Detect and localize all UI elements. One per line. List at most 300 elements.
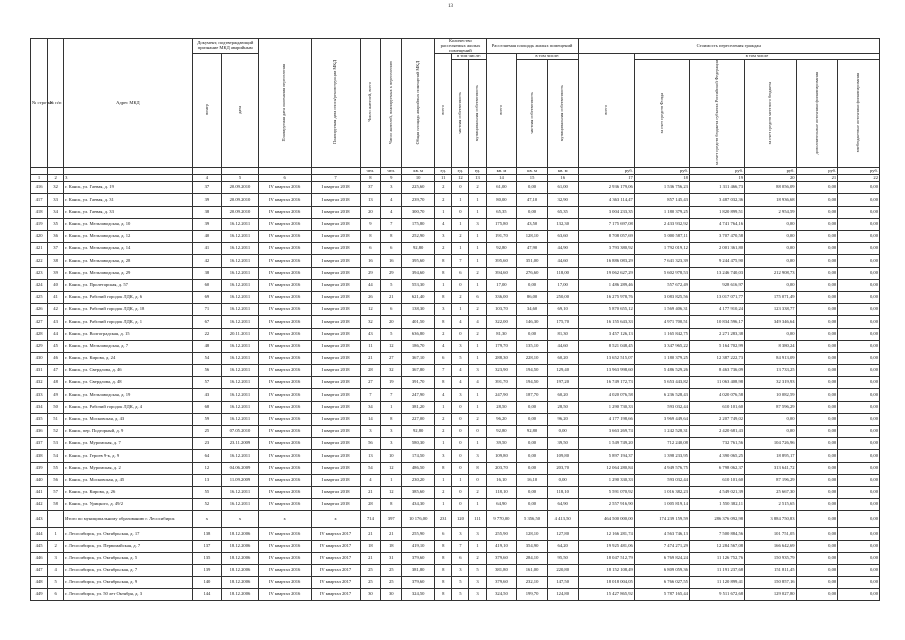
cell: 0,00: [745, 426, 796, 438]
cell: 1: [469, 438, 486, 450]
cell: IV квартал 2017: [311, 528, 360, 540]
cell: 138: [192, 528, 221, 540]
subtotal-row: [31, 511, 880, 528]
cell: 103,70: [486, 304, 517, 316]
cell: 0,00: [796, 340, 838, 352]
cell: 12 387 222,73: [689, 352, 744, 364]
cell: 46: [48, 352, 64, 364]
cell: 60,20: [547, 352, 578, 364]
cell: 16.12.2011: [222, 365, 259, 377]
cell: 39: [192, 194, 221, 206]
cell: 445: [31, 540, 48, 552]
cell: 0,00: [796, 426, 838, 438]
cell: 1 016 382,23: [634, 486, 689, 498]
cell: 43,50: [517, 218, 548, 230]
cell: 16.12.2011: [222, 255, 259, 267]
cell: 175,70: [547, 316, 578, 328]
cell: [192, 168, 221, 175]
cell: 1 290 730,33: [578, 401, 634, 413]
cell: 4: [435, 389, 452, 401]
cell: 18.12.2006: [222, 589, 259, 601]
cell: 4 971 700,51: [634, 316, 689, 328]
table-row: [31, 413, 880, 425]
cell: 8: [435, 462, 452, 474]
cell: IV квартал 2016: [258, 528, 311, 540]
cell: 8: [381, 499, 402, 511]
cell: 194,50: [517, 365, 548, 377]
cell: 12 284 567,08: [689, 540, 744, 552]
cell: 17: [578, 175, 634, 182]
cell: 323,90: [486, 365, 517, 377]
cell: 42: [192, 255, 221, 267]
table-row: [31, 589, 880, 601]
cell: 0,00: [796, 182, 838, 194]
table-row: [31, 564, 880, 576]
cell: г. Лесосибирск, ул. Октябрьская, д. 17: [64, 528, 193, 540]
cell: 30: [381, 589, 402, 601]
cell: г. Канск, ул. Гаевая, д. 33: [64, 206, 193, 218]
cell: г. Канск, ул. Гаевая, д. 19: [64, 182, 193, 194]
cell: 18 152 108,49: [578, 564, 634, 576]
cell: 3: [469, 589, 486, 601]
table-row: [31, 316, 880, 328]
cell: 17,00: [547, 279, 578, 291]
cell: 92,80: [402, 243, 435, 255]
cell: 0,00: [517, 486, 548, 498]
cell: [64, 168, 193, 175]
cell: 228,10: [517, 352, 548, 364]
cell: IV квартал 2016: [258, 291, 311, 303]
cell: I квартал 2018: [311, 499, 360, 511]
cell: 124,80: [547, 589, 578, 601]
cell: 3: [469, 528, 486, 540]
cell: 0,00: [796, 528, 838, 540]
cell: 118,10: [486, 486, 517, 498]
cell: 18: [360, 540, 381, 552]
cell: 0: [452, 182, 469, 194]
cell: 636,80: [402, 328, 435, 340]
cell: IV квартал 2016: [258, 218, 311, 230]
cell: 32: [360, 316, 381, 328]
cell: 21: [381, 528, 402, 540]
cell: ед.: [435, 168, 452, 175]
cell: 22: [192, 328, 221, 340]
cell: 0,00: [838, 389, 880, 401]
cell: 2: [469, 267, 486, 279]
cell: 5: [452, 589, 469, 601]
cell: 5: [222, 175, 259, 182]
cell: 230,20: [402, 474, 435, 486]
cell: 175,80: [486, 218, 517, 230]
cell: руб.: [689, 168, 744, 175]
cell: 367,80: [402, 365, 435, 377]
cell: 464 500 000,00: [578, 511, 634, 528]
cell: 8 380,24: [745, 340, 796, 352]
cell: г. Канск, ул. Московская, д. 43: [64, 413, 193, 425]
hdr-cost-local: за счет средств местного бюджета: [745, 60, 796, 168]
cell: 140: [192, 577, 221, 589]
cell: г. Лесосибирск, ул. Октябрьская, д. 7: [64, 564, 193, 576]
cell: 448: [31, 577, 48, 589]
cell: 379,60: [402, 552, 435, 564]
cell: 232,10: [517, 577, 548, 589]
cell: руб.: [745, 168, 796, 175]
cell: 2 557 916,90: [578, 499, 634, 511]
cell: 129,40: [547, 365, 578, 377]
cell: 41: [48, 291, 64, 303]
cell: 0,00: [517, 499, 548, 511]
cell: 191,70: [486, 231, 517, 243]
cell: 19: [689, 175, 744, 182]
cell: г. Канск, ул. Мельзаводская, д. 10: [64, 218, 193, 230]
cell: 6 236 528,43: [634, 389, 689, 401]
cell: 1: [435, 401, 452, 413]
cell: 0,00: [838, 499, 880, 511]
cell: 203,70: [486, 462, 517, 474]
cell: 16.12.2011: [222, 279, 259, 291]
cell: 4: [435, 340, 452, 352]
cell: 5 591 070,92: [578, 486, 634, 498]
cell: 394,60: [402, 267, 435, 279]
cell: 7: [311, 175, 360, 182]
cell: 7 500 884,56: [689, 528, 744, 540]
cell: 0: [469, 426, 486, 438]
cell: 20.09.2010: [222, 206, 259, 218]
cell: I квартал 2018: [311, 182, 360, 194]
cell: I квартал 2018: [311, 328, 360, 340]
cell: 04.06.2009: [222, 462, 259, 474]
cell: 3: [64, 175, 193, 182]
cell: IV квартал 2016: [258, 206, 311, 218]
cell: 0,00: [838, 528, 880, 540]
cell: 8: [435, 377, 452, 389]
cell: 32 319,93: [745, 377, 796, 389]
cell: 1: [469, 206, 486, 218]
cell: 1 180 379,25: [634, 352, 689, 364]
cell: 2 936 179,06: [578, 182, 634, 194]
cell: 397: [381, 511, 402, 528]
cell: 4 949 576,75: [634, 462, 689, 474]
cell: 11.09.2009: [222, 474, 259, 486]
cell: 247,90: [402, 389, 435, 401]
table-row: [31, 255, 880, 267]
cell: 0,00: [838, 340, 880, 352]
cell: 29: [360, 267, 381, 279]
cell: 0,00: [796, 365, 838, 377]
hdr-area-all: всего: [486, 54, 517, 168]
cell: 418: [31, 206, 48, 218]
cell: 212 908,73: [745, 267, 796, 279]
cell: 1: [435, 474, 452, 486]
cell: 55: [192, 486, 221, 498]
cell: 0,00: [838, 365, 880, 377]
cell: 56: [360, 438, 381, 450]
cell: 714: [360, 511, 381, 528]
table-row: [31, 499, 880, 511]
cell: 37: [48, 243, 64, 255]
cell: 0,00: [796, 377, 838, 389]
cell: I квартал 2018: [311, 267, 360, 279]
cell: г. Канск, ул. Московская, д. 45: [64, 474, 193, 486]
cell: 428: [31, 328, 48, 340]
cell: 12: [381, 462, 402, 474]
cell: 2: [435, 182, 452, 194]
cell: 21: [381, 291, 402, 303]
cell: 21: [360, 486, 381, 498]
cell: 8: [435, 255, 452, 267]
cell: 0,00: [745, 218, 796, 230]
cell: 7: [452, 540, 469, 552]
cell: 394,60: [486, 267, 517, 279]
cell: 20.11.2011: [222, 328, 259, 340]
cell: 0,00: [838, 231, 880, 243]
cell: 123 338,77: [745, 304, 796, 316]
cell: 419,10: [486, 540, 517, 552]
cell: 43: [48, 316, 64, 328]
cell: 2 001 361,80: [689, 243, 744, 255]
cell: 8: [435, 577, 452, 589]
table-row: [31, 552, 880, 564]
cell: 118,00: [547, 267, 578, 279]
cell: 3 884 750,83: [745, 511, 796, 528]
cell: 15: [517, 175, 548, 182]
cell: 0,00: [796, 206, 838, 218]
cell: 427: [31, 316, 48, 328]
cell: 0,00: [796, 450, 838, 462]
cell: 239,70: [402, 194, 435, 206]
cell: 64: [192, 450, 221, 462]
cell: 151 811,45: [745, 564, 796, 576]
cell: 0: [452, 486, 469, 498]
cell: 19 925 481,06: [578, 540, 634, 552]
cell: 18.12.2006: [222, 528, 259, 540]
cell: 379,60: [486, 552, 517, 564]
cell: 10: [381, 450, 402, 462]
cell: 447: [31, 564, 48, 576]
cell: 0,00: [838, 316, 880, 328]
cell: IV квартал 2016: [258, 589, 311, 601]
cell: 40: [192, 231, 221, 243]
table-row: [31, 291, 880, 303]
cell: [31, 168, 48, 175]
cell: 111: [469, 511, 486, 528]
cell: 0: [469, 474, 486, 486]
cell: 26: [360, 291, 381, 303]
cell: 1: [381, 401, 402, 413]
cell: 13 733,25: [745, 365, 796, 377]
cell: 4: [452, 377, 469, 389]
cell: IV квартал 2016: [258, 377, 311, 389]
cell: I квартал 2018: [311, 377, 360, 389]
cell: 252,90: [402, 231, 435, 243]
cell: 0: [452, 279, 469, 291]
cell: 11: [435, 175, 452, 182]
table-row: [31, 279, 880, 291]
cell: 385,60: [402, 486, 435, 498]
cell: 87 596,29: [745, 401, 796, 413]
cell: 0,00: [796, 352, 838, 364]
cell: 1 398 233,95: [634, 450, 689, 462]
cell: 16.12.2011: [222, 231, 259, 243]
cell: I квартал 2018: [311, 401, 360, 413]
cell: 5 897 194,37: [578, 450, 634, 462]
cell: 8: [469, 462, 486, 474]
cell: 0,00: [745, 279, 796, 291]
cell: 4 020 076,58: [578, 389, 634, 401]
hdr-cost-additional: дополнительные источники финансирования: [796, 60, 838, 168]
cell: 438: [31, 450, 48, 462]
cell: 3: [469, 577, 486, 589]
cell: 25: [360, 564, 381, 576]
cell: 137: [192, 540, 221, 552]
cell: IV квартал 2016: [258, 365, 311, 377]
cell: 441: [31, 486, 48, 498]
cell: 0,00: [745, 413, 796, 425]
cell: 12: [192, 462, 221, 474]
cell: I квартал 2018: [311, 426, 360, 438]
cell: 395,60: [486, 255, 517, 267]
cell: 5 870 655,12: [578, 304, 634, 316]
cell: 69: [192, 291, 221, 303]
cell: 3: [452, 528, 469, 540]
cell: IV квартал 2016: [258, 352, 311, 364]
cell: 52: [48, 426, 64, 438]
cell: 128,10: [517, 528, 548, 540]
cell: 2: [469, 486, 486, 498]
cell: 10 082,59: [745, 389, 796, 401]
cell: 430: [31, 352, 48, 364]
cell: 44,60: [547, 255, 578, 267]
cell: 48: [192, 340, 221, 352]
cell: 2: [435, 426, 452, 438]
cell: IV квартал 2016: [258, 267, 311, 279]
cell: 0,00: [838, 291, 880, 303]
cell: 16.12.2011: [222, 267, 259, 279]
cell: IV квартал 2017: [311, 540, 360, 552]
cell: г. Канск, ул. Кирова, д. 24: [64, 352, 193, 364]
cell: 557 672,49: [634, 279, 689, 291]
cell: 7: [452, 255, 469, 267]
cell: 6: [381, 243, 402, 255]
cell: 49: [48, 389, 64, 401]
cell: 419: [31, 218, 48, 230]
cell: 18: [634, 175, 689, 182]
cell: 486,50: [402, 462, 435, 474]
cell: 8 521 048,45: [578, 340, 634, 352]
cell: 593 032,44: [634, 401, 689, 413]
cell: 92,80: [486, 426, 517, 438]
cell: 13: [360, 450, 381, 462]
cell: 52: [192, 499, 221, 511]
cell: г. Канск, ул. Мельзаводская, д. 12: [64, 231, 193, 243]
cell: 54: [360, 462, 381, 474]
cell: IV квартал 2017: [311, 577, 360, 589]
cell: 21: [360, 352, 381, 364]
cell: 3 487 032,36: [689, 194, 744, 206]
cell: 420: [31, 231, 48, 243]
cell: 13 246 740,03: [689, 267, 744, 279]
cell: 6: [360, 243, 381, 255]
cell: 203,70: [547, 462, 578, 474]
cell: 2: [435, 413, 452, 425]
cell: 2: [48, 540, 64, 552]
cell: IV квартал 2016: [258, 243, 311, 255]
cell: 45: [48, 340, 64, 352]
cell: 32: [48, 182, 64, 194]
cell: 0,00: [796, 304, 838, 316]
cell: 1 165 842,75: [634, 328, 689, 340]
cell: 3: [435, 304, 452, 316]
cell: 381,20: [402, 401, 435, 413]
cell: г. Канск, ул. Мельзаводская, д. 19: [64, 389, 193, 401]
cell: 1 486 289,46: [578, 279, 634, 291]
cell: 0,00: [796, 499, 838, 511]
cell: 16 886 083,29: [578, 255, 634, 267]
cell: IV квартал 2016: [258, 194, 311, 206]
cell: 416: [31, 182, 48, 194]
cell: 16.12.2011: [222, 316, 259, 328]
cell: 0,00: [838, 328, 880, 340]
cell: 2 433 932,92: [634, 218, 689, 230]
cell: 2 207 749,02: [689, 413, 744, 425]
cell: 553,30: [402, 279, 435, 291]
cell: 284,10: [517, 552, 548, 564]
cell: 194,50: [517, 377, 548, 389]
cell: 0,00: [838, 540, 880, 552]
table-row: [31, 377, 880, 389]
cell: 92,80: [517, 426, 548, 438]
cell: г. Лесосибирск, ул. Первомайская, д. 7: [64, 540, 193, 552]
cell: 13: [360, 194, 381, 206]
cell: IV квартал 2016: [258, 413, 311, 425]
hdr-plan-end: Планируемая дата окончания переселения: [258, 39, 311, 168]
cell: 175 071,49: [745, 291, 796, 303]
cell: 0,00: [796, 438, 838, 450]
cell: 129 027,80: [745, 589, 796, 601]
cell: 7: [381, 218, 402, 230]
table-row: [31, 182, 880, 194]
cell: кв. м: [517, 168, 548, 175]
cell: 0,00: [796, 389, 838, 401]
cell: 18 895,17: [745, 450, 796, 462]
cell: 4: [48, 564, 64, 576]
cell: 1: [452, 474, 469, 486]
cell: 5 000 587,11: [634, 231, 689, 243]
cell: 32: [381, 365, 402, 377]
cell: 4: [452, 316, 469, 328]
cell: 4 390 065,25: [689, 450, 744, 462]
cell: 3 793 380,92: [578, 243, 634, 255]
cell: 20: [745, 175, 796, 182]
cell: 27: [360, 377, 381, 389]
cell: 10: [402, 175, 435, 182]
cell: 435: [31, 413, 48, 425]
cell: 1 290 330,33: [578, 474, 634, 486]
cell: 43: [192, 389, 221, 401]
cell: 0,00: [838, 511, 880, 528]
cell: 5 486 529,26: [634, 365, 689, 377]
cell: 0,00: [517, 328, 548, 340]
cell: 5 602 978,53: [634, 267, 689, 279]
cell: 3: [469, 450, 486, 462]
cell: 1: [469, 352, 486, 364]
hdr-cost-subject: за счет средств бюджета субъекта Российской Федерации: [689, 60, 744, 168]
cell: 11: [360, 340, 381, 352]
cell: 6: [452, 552, 469, 564]
cell: 0,00: [745, 243, 796, 255]
cell: I квартал 2018: [311, 438, 360, 450]
cell: 0,00: [796, 279, 838, 291]
